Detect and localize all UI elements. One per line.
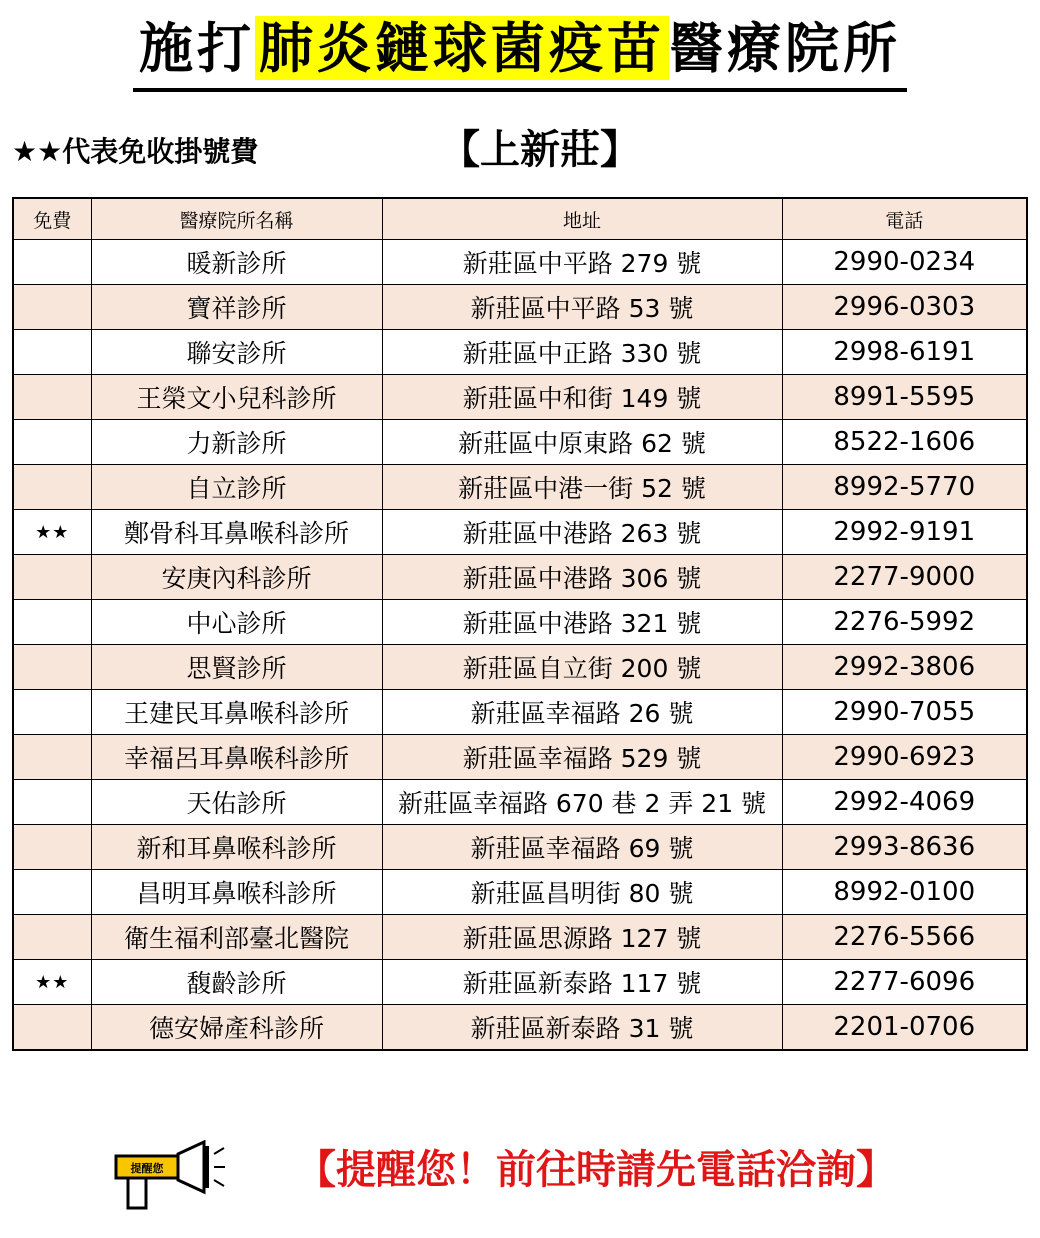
title-highlight: 肺炎鏈球菌疫苗	[255, 16, 669, 80]
title-wrap	[0, 0, 1040, 92]
table-row	[13, 960, 1027, 1005]
address-cell: 新莊區中港路 263 號	[382, 510, 782, 555]
table-row	[13, 645, 1027, 690]
free-cell	[13, 1005, 91, 1051]
clinic-name-cell: 天佑診所	[91, 780, 382, 825]
address-cell: 新莊區中和街 149 號	[382, 375, 782, 420]
clinic-name-cell: 德安婦產科診所	[91, 1005, 382, 1051]
clinic-name-cell: 聯安診所	[91, 330, 382, 375]
free-cell	[13, 735, 91, 780]
header-phone: 電話	[782, 198, 1027, 240]
free-cell: ★★	[13, 960, 91, 1005]
free-cell	[13, 330, 91, 375]
table-row	[13, 555, 1027, 600]
clinic-name-cell: 暖新診所	[91, 240, 382, 285]
table-row	[13, 420, 1027, 465]
free-cell	[13, 240, 91, 285]
phone-cell: 2998-6191	[782, 330, 1027, 375]
page-title	[133, 12, 907, 92]
phone-cell: 2276-5566	[782, 915, 1027, 960]
clinic-name-cell: 中心診所	[91, 600, 382, 645]
address-cell: 新莊區中港一街 52 號	[382, 465, 782, 510]
clinic-name-cell: 自立診所	[91, 465, 382, 510]
table-row	[13, 735, 1027, 780]
phone-cell: 8522-1606	[782, 420, 1027, 465]
phone-cell: 2990-0234	[782, 240, 1027, 285]
table-row	[13, 465, 1027, 510]
region-heading: 【上新莊】	[440, 127, 640, 173]
table-row	[13, 1005, 1027, 1051]
free-cell	[13, 285, 91, 330]
free-cell: ★★	[13, 510, 91, 555]
address-cell: 新莊區中港路 306 號	[382, 555, 782, 600]
table-row	[13, 330, 1027, 375]
phone-cell: 2201-0706	[782, 1005, 1027, 1051]
phone-cell: 2276-5992	[782, 600, 1027, 645]
free-legend: ★★代表免收掛號費	[12, 135, 259, 168]
header-free: 免費	[13, 198, 91, 240]
free-cell	[13, 555, 91, 600]
table-row	[13, 510, 1027, 555]
phone-cell: 8991-5595	[782, 375, 1027, 420]
address-cell: 新莊區中平路 279 號	[382, 240, 782, 285]
free-cell	[13, 825, 91, 870]
table-header-row	[13, 198, 1027, 240]
clinic-name-cell: 王建民耳鼻喉科診所	[91, 690, 382, 735]
free-cell	[13, 870, 91, 915]
megaphone-icon	[114, 1140, 226, 1216]
clinic-name-cell: 寶祥診所	[91, 285, 382, 330]
clinic-name-cell: 力新診所	[91, 420, 382, 465]
table-row	[13, 915, 1027, 960]
phone-cell: 8992-5770	[782, 465, 1027, 510]
clinic-name-cell: 昌明耳鼻喉科診所	[91, 870, 382, 915]
free-cell	[13, 915, 91, 960]
free-cell	[13, 690, 91, 735]
title-post: 醫療院所	[669, 16, 901, 80]
phone-cell: 2277-6096	[782, 960, 1027, 1005]
address-cell: 新莊區思源路 127 號	[382, 915, 782, 960]
phone-cell: 2996-0303	[782, 285, 1027, 330]
table-row	[13, 780, 1027, 825]
address-cell: 新莊區中港路 321 號	[382, 600, 782, 645]
clinic-name-cell: 鄭骨科耳鼻喉科診所	[91, 510, 382, 555]
address-cell: 新莊區昌明街 80 號	[382, 870, 782, 915]
address-cell: 新莊區中平路 53 號	[382, 285, 782, 330]
free-cell	[13, 600, 91, 645]
table-body	[13, 240, 1027, 1051]
clinic-name-cell: 幸福呂耳鼻喉科診所	[91, 735, 382, 780]
reminder-text: 【提醒您！前往時請先電話洽詢】	[296, 1146, 896, 1193]
phone-cell: 2992-4069	[782, 780, 1027, 825]
table-row	[13, 600, 1027, 645]
phone-cell: 2990-6923	[782, 735, 1027, 780]
free-cell	[13, 645, 91, 690]
phone-cell: 2993-8636	[782, 825, 1027, 870]
clinic-table	[12, 197, 1028, 1051]
header-name: 醫療院所名稱	[91, 198, 382, 240]
table-row	[13, 240, 1027, 285]
table-row	[13, 825, 1027, 870]
free-cell	[13, 465, 91, 510]
address-cell: 新莊區新泰路 117 號	[382, 960, 782, 1005]
free-cell	[13, 780, 91, 825]
table-row	[13, 690, 1027, 735]
address-cell: 新莊區中正路 330 號	[382, 330, 782, 375]
address-cell: 新莊區幸福路 69 號	[382, 825, 782, 870]
header-address: 地址	[382, 198, 782, 240]
phone-cell: 2990-7055	[782, 690, 1027, 735]
table-row	[13, 285, 1027, 330]
address-cell: 新莊區幸福路 670 巷 2 弄 21 號	[382, 780, 782, 825]
clinic-name-cell: 新和耳鼻喉科診所	[91, 825, 382, 870]
clinic-name-cell: 衛生福利部臺北醫院	[91, 915, 382, 960]
address-cell: 新莊區自立街 200 號	[382, 645, 782, 690]
free-cell	[13, 375, 91, 420]
address-cell: 新莊區中原東路 62 號	[382, 420, 782, 465]
title-pre: 施打	[139, 16, 255, 80]
clinic-name-cell: 王榮文小兒科診所	[91, 375, 382, 420]
table-row	[13, 375, 1027, 420]
address-cell: 新莊區新泰路 31 號	[382, 1005, 782, 1051]
phone-cell: 2277-9000	[782, 555, 1027, 600]
table-row	[13, 870, 1027, 915]
megaphone-sign-text: 提醒您	[130, 1162, 164, 1175]
address-cell: 新莊區幸福路 26 號	[382, 690, 782, 735]
phone-cell: 2992-9191	[782, 510, 1027, 555]
clinic-name-cell: 馥齡診所	[91, 960, 382, 1005]
phone-cell: 2992-3806	[782, 645, 1027, 690]
clinic-name-cell: 安庚內科診所	[91, 555, 382, 600]
free-cell	[13, 420, 91, 465]
clinic-name-cell: 思賢診所	[91, 645, 382, 690]
address-cell: 新莊區幸福路 529 號	[382, 735, 782, 780]
phone-cell: 8992-0100	[782, 870, 1027, 915]
